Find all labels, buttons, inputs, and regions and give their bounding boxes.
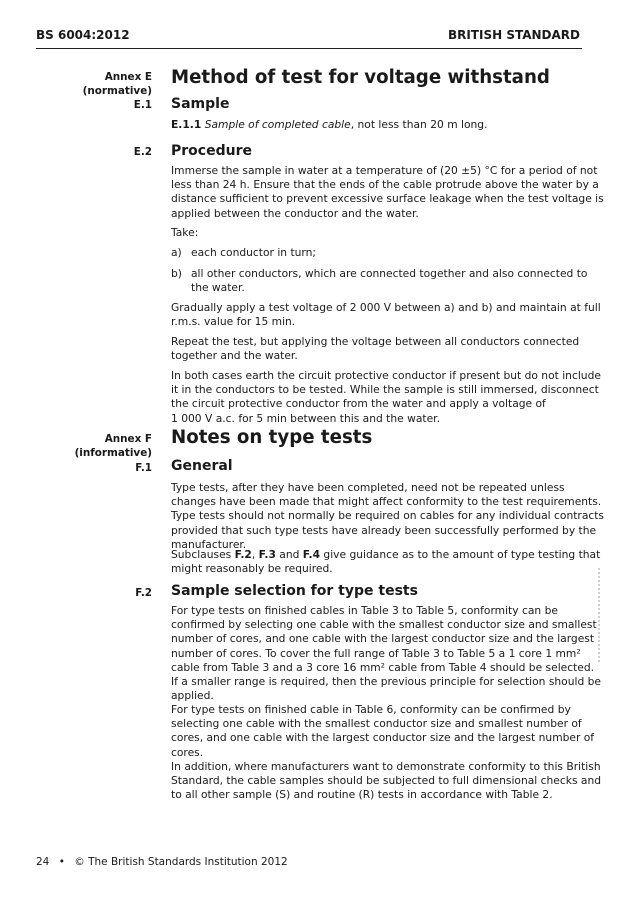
list-marker: a): [171, 246, 182, 259]
clause-f2-title: Sample selection for type tests: [171, 583, 418, 599]
annex-e-title: Method of test for voltage withstand: [171, 67, 550, 88]
annex-f-type: (informative): [74, 447, 152, 459]
general-paragraph-2: [171, 548, 601, 576]
text-line: cores, and one cable with the largest conductor size and the largest number of: [171, 731, 595, 745]
clause-e1-1-italic: Sample of completed cable: [204, 118, 351, 131]
text-line: selecting one cable with the smallest conductor size and smallest number of: [171, 717, 582, 731]
text-line: Type tests should not normally be required on cables for any individual contracts: [171, 509, 604, 523]
take-paragraph: [171, 226, 583, 240]
watermark-dots: [598, 568, 600, 664]
list-item-b: [171, 267, 588, 295]
text-line: For type tests on finished cable in Table 6, conformity can be confirmed by: [171, 703, 571, 716]
annex-f-title: Notes on type tests: [171, 427, 373, 448]
text-line: number of cores, and one cable with the largest conductor size and the largest: [171, 632, 595, 646]
text-line: applied.: [171, 689, 214, 703]
clause-reference: F.4: [302, 548, 321, 561]
text-line: the water.: [191, 281, 245, 295]
text-line: the circuit protective conductor from the water and apply a voltage of: [171, 397, 546, 411]
procedure-paragraph-3: [171, 335, 583, 363]
standard-number: BS 6004:2012: [36, 28, 130, 42]
text-line: If a smaller range is required, then the previous principle for selection should be: [171, 675, 601, 689]
text-line: Take:: [171, 226, 199, 239]
page-number: 24: [36, 856, 50, 868]
clause-reference: F.3: [258, 548, 276, 561]
clause-e1-1-text: , not less than 20 m long.: [350, 118, 488, 131]
list-marker: b): [171, 267, 182, 280]
sample-selection-paragraph-3: [171, 760, 602, 803]
text-line: might reasonably be required.: [171, 562, 333, 576]
copyright-notice: © The British Standards Institution 2012: [74, 856, 288, 868]
text-line: For type tests on finished cables in Table 3 to Table 5, conformity can be: [171, 604, 558, 617]
sample-selection-paragraph-2: [171, 703, 595, 760]
text-line: together and the water.: [171, 349, 298, 363]
page-footer: [36, 856, 288, 868]
procedure-paragraph-2: [171, 301, 601, 329]
annex-e-type: (normative): [82, 85, 152, 97]
clause-f1-number: F.1: [135, 462, 152, 474]
text-line: Repeat the test, but applying the voltage between all conductors connected: [171, 335, 580, 348]
text-run: Subclauses: [171, 548, 235, 561]
sample-selection-paragraph-1: [171, 604, 601, 703]
clause-e1-number: E.1: [133, 99, 152, 111]
text-line: applied between the conductor and the water.: [171, 206, 419, 220]
clause-e1-1-number: E.1.1: [171, 118, 202, 131]
list-item-a: [171, 246, 583, 260]
clause-e1-title: Sample: [171, 96, 230, 112]
text-line: confirmed by selecting one cable with the smallest conductor size and smallest: [171, 618, 597, 632]
text-line: Standard, the cable samples should be subjected to full dimensional checks and: [171, 774, 602, 788]
standard-type: BRITISH STANDARD: [447, 28, 580, 42]
text-line: number of cores. To cover the full range of Table 3 to Table 5 a 1 core 1 mm²: [171, 646, 581, 660]
text-line: In addition, where manufacturers want to demonstrate conformity to this British: [171, 760, 601, 773]
general-paragraph-1: [171, 481, 604, 552]
text-line: all other conductors, which are connected together and also connected to: [191, 267, 588, 280]
text-line: r.m.s. value for 15 min.: [171, 315, 296, 329]
text-line: changes have been made that might affect conformity to the test requirements.: [171, 495, 602, 509]
text-line: Gradually apply a test voltage of 2 000 V between a) and b) and maintain at full: [171, 301, 601, 314]
procedure-paragraph-4: [171, 369, 601, 426]
margin-watermark: [596, 568, 602, 664]
text-line: each conductor in turn;: [191, 246, 316, 259]
annex-f-label: Annex F: [104, 433, 152, 445]
clause-f1-title: General: [171, 458, 233, 474]
header-rule: [36, 48, 582, 49]
text-line: Immerse the sample in water at a temperature of (20 ±5) °C for a period of not: [171, 164, 598, 177]
text-line: provided that such type tests have already been successfully performed by the: [171, 523, 597, 537]
text-line: manufacturer.: [171, 537, 247, 551]
text-run: ,: [251, 548, 259, 561]
clause-f2-number: F.2: [135, 587, 152, 599]
procedure-paragraph-1: [171, 164, 604, 221]
clause-e2-title: Procedure: [171, 143, 252, 159]
text-line: distance sufficient to prevent excessive surface leakage when the test voltage is: [171, 192, 604, 206]
clause-e2-number: E.2: [133, 146, 152, 158]
text-line: 1 000 V a.c. for 5 min between this and the water.: [171, 411, 440, 425]
footer-bullet: •: [58, 856, 65, 868]
text-line: less than 24 h. Ensure that the ends of the cable protrude above the water by a: [171, 178, 599, 192]
text-run: give guidance as to the amount of type testing that: [320, 548, 601, 561]
clause-reference: F.2: [234, 548, 252, 561]
text-line: cable from Table 3 and a 3 core 16 mm² cable from Table 4 should be selected.: [171, 660, 595, 674]
text-run: and: [275, 548, 303, 561]
text-line: In both cases earth the circuit protective conductor if present but do not include: [171, 369, 601, 382]
text-line: Type tests, after they have been completed, need not be repeated unless: [171, 481, 565, 494]
annex-e-label: Annex E: [104, 71, 152, 83]
text-line: cores.: [171, 745, 204, 759]
text-line: to all other sample (S) and routine (R) tests in accordance with Table 2.: [171, 788, 553, 802]
text-line: it in the conductors to be tested. While the sample is still immersed, disconnect: [171, 383, 599, 397]
clause-e1-1: [171, 118, 583, 132]
